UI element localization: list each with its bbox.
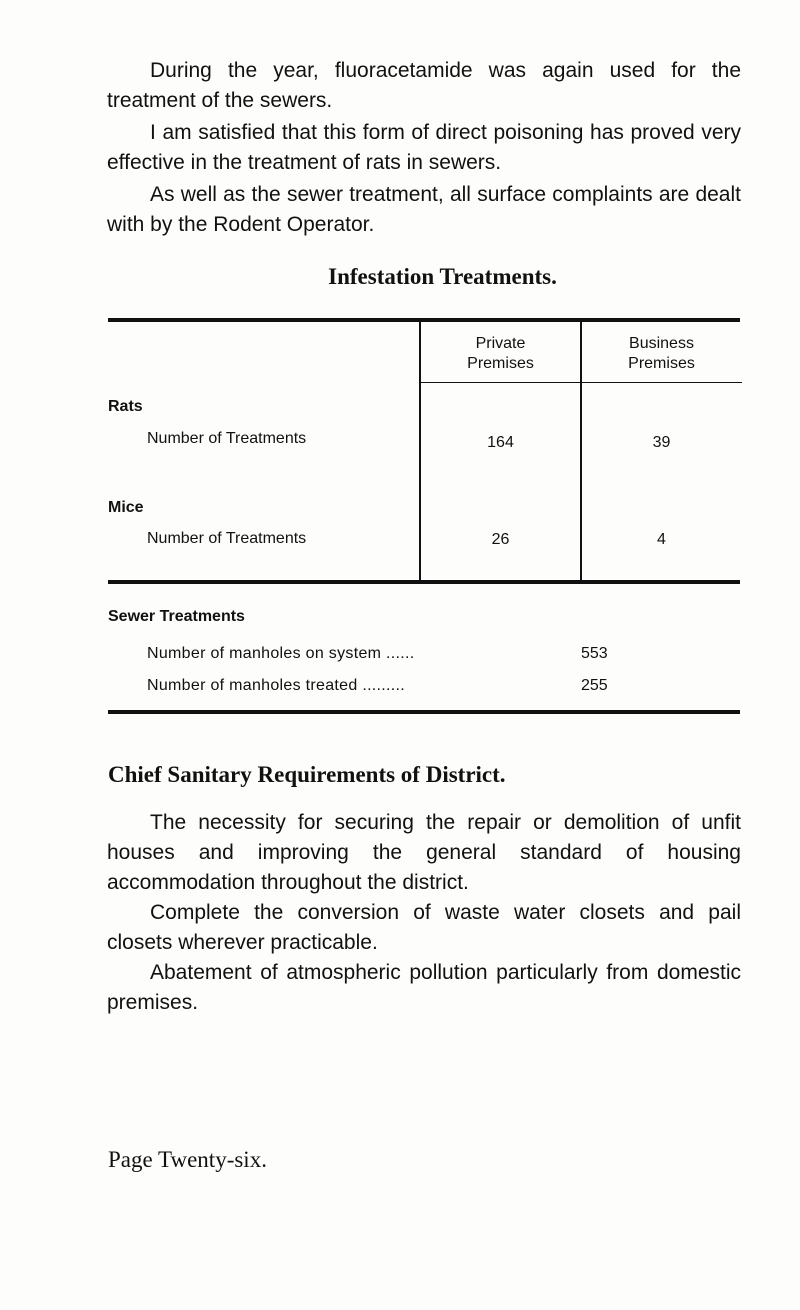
rats-private-value: 164 xyxy=(487,434,514,451)
rats-business-value: 39 xyxy=(652,434,671,451)
sewer-row-label-system: Number of manholes on system ...... xyxy=(147,645,415,662)
mice-row-label: Number of Treatments xyxy=(147,530,307,547)
page-number-label: Page Twenty-six. xyxy=(108,1147,267,1172)
mice-heading: Mice xyxy=(108,499,144,516)
requirements-paragraph-3: Abatement of atmospheric pollution particularly from domestic premises. xyxy=(107,961,741,1014)
intro-paragraph-3: As well as the sewer treatment, all surface complaints are dealt with by the Rodent Operator. xyxy=(107,183,741,236)
sewer-row-value-system: 553 xyxy=(581,645,608,662)
rats-heading: Rats xyxy=(108,398,143,415)
mice-private-value: 26 xyxy=(491,531,510,548)
requirements-paragraph-2: Complete the conversion of waste water closets and pail closets wherever practicable. xyxy=(107,901,741,954)
sewer-heading: Sewer Treatments xyxy=(108,608,245,625)
column-header-private: Private Premises xyxy=(467,335,534,372)
infestation-title: Infestation Treatments. xyxy=(328,264,557,289)
requirements-title: Chief Sanitary Requirements of District. xyxy=(108,762,506,787)
sewer-bottom-rule xyxy=(108,710,740,714)
sewer-row-value-treated: 255 xyxy=(581,677,608,694)
rats-row-label: Number of Treatments xyxy=(147,430,307,447)
intro-paragraph-1: During the year, fluoracetamide was again used for the treatment of the sewers. xyxy=(107,59,741,112)
column-header-business: Business Premises xyxy=(628,335,695,372)
sewer-row-label-treated: Number of manholes treated ......... xyxy=(147,677,406,694)
requirements-paragraph-1: The necessity for securing the repair or demolition of unfit houses and improving the general standard of housing accommodation throughout the district. xyxy=(107,811,741,894)
table-bottom-rule xyxy=(108,580,740,584)
mice-business-value: 4 xyxy=(657,531,666,548)
header-underline xyxy=(421,382,742,383)
table-top-rule xyxy=(108,318,740,322)
intro-paragraph-2: I am satisfied that this form of direct poisoning has proved very effective in the treatment of rats in sewers. xyxy=(107,121,741,174)
